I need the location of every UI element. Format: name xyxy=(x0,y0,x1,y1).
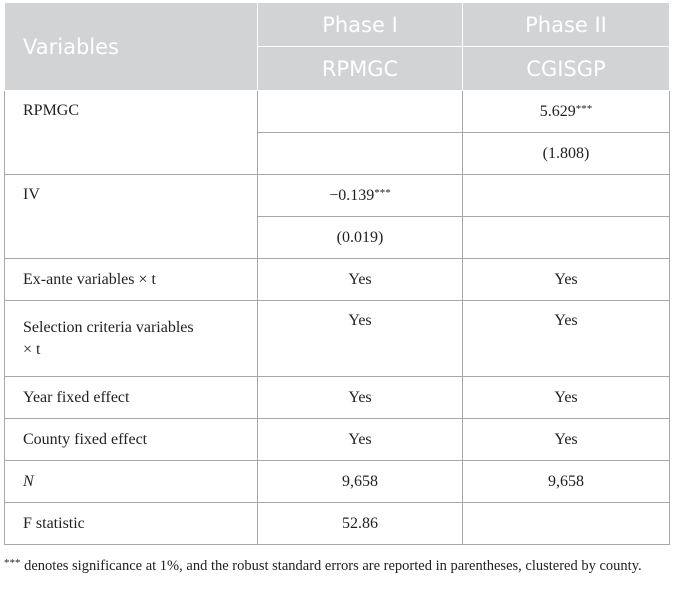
row-label-rpmgc: RPMGC xyxy=(5,91,258,175)
table-row-year-fe xyxy=(5,377,670,419)
cell-exante-phase2: Yes xyxy=(463,259,670,301)
cell-fstat-phase2 xyxy=(463,503,670,545)
table-header xyxy=(5,3,670,91)
footnote-text: denotes significance at 1%, and the robust standard errors are reported in parentheses, clustered by county. xyxy=(20,558,642,574)
row-label-county-fe: County fixed effect xyxy=(5,419,258,461)
header-phase-1-dependent: RPMGC xyxy=(258,47,463,91)
significance-stars: *** xyxy=(374,186,391,199)
header-row-phase xyxy=(5,3,670,47)
header-phase-2-dependent: CGISGP xyxy=(463,47,670,91)
cell-iv-phase2-coef xyxy=(463,175,670,217)
cell-fstat-phase1: 52.86 xyxy=(258,503,463,545)
cell-iv-phase2-se xyxy=(463,217,670,259)
row-label-year-fe: Year fixed effect xyxy=(5,377,258,419)
cell-rpmgc-phase2-se: (1.808) xyxy=(463,133,670,175)
table-row-selection xyxy=(5,301,670,377)
cell-rpmgc-phase2-coef xyxy=(463,91,670,133)
row-label-n xyxy=(5,461,258,503)
cell-n-phase2: 9,658 xyxy=(463,461,670,503)
row-label-n-text: N xyxy=(23,472,34,490)
cell-iv-phase1-se: (0.019) xyxy=(258,217,463,259)
cell-rpmgc-phase1-se xyxy=(258,133,463,175)
table-row-fstat xyxy=(5,503,670,545)
row-label-iv: IV xyxy=(5,175,258,259)
row-label-fstat: F statistic xyxy=(5,503,258,545)
cell-rpmgc-phase1-coef xyxy=(258,91,463,133)
table-row-iv-coef xyxy=(5,175,670,217)
cell-county-fe-phase2: Yes xyxy=(463,419,670,461)
cell-county-fe-phase1: Yes xyxy=(258,419,463,461)
iv-phase1-coef-value: −0.139 xyxy=(329,186,375,204)
rpmgc-phase2-coef-value: 5.629 xyxy=(539,102,576,120)
table-row-county-fe xyxy=(5,419,670,461)
row-label-selection-line2: × t xyxy=(23,340,41,358)
row-label-exante: Ex-ante variables × t xyxy=(5,259,258,301)
row-label-selection xyxy=(5,301,258,377)
row-label-selection-line1: Selection criteria variables xyxy=(23,318,194,336)
table-body xyxy=(5,91,670,545)
footnote-stars: *** xyxy=(4,557,21,569)
table-footnote xyxy=(4,556,669,577)
table-row-rpmgc-coef xyxy=(5,91,670,133)
header-phase-1: Phase I xyxy=(258,3,463,47)
cell-year-fe-phase1: Yes xyxy=(258,377,463,419)
cell-exante-phase1: Yes xyxy=(258,259,463,301)
significance-stars: *** xyxy=(575,102,593,115)
cell-year-fe-phase2: Yes xyxy=(463,377,670,419)
header-variables: Variables xyxy=(5,3,258,91)
cell-selection-phase2: Yes xyxy=(463,301,670,377)
header-phase-2: Phase II xyxy=(463,3,670,47)
cell-iv-phase1-coef xyxy=(258,175,463,217)
cell-selection-phase1: Yes xyxy=(258,301,463,377)
cell-n-phase1: 9,658 xyxy=(258,461,463,503)
table-row-exante xyxy=(5,259,670,301)
table-row-n xyxy=(5,461,670,503)
regression-table xyxy=(4,2,670,545)
